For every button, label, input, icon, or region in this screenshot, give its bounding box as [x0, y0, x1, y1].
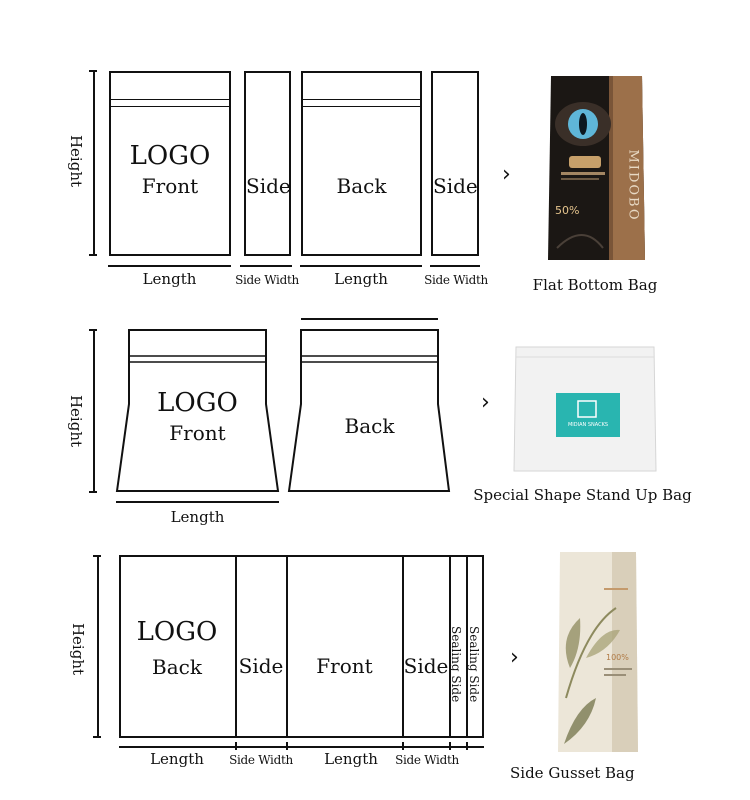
logo-text: LOGO — [129, 141, 211, 171]
arrow-icon: › — [502, 162, 511, 187]
front-label: Front — [141, 174, 199, 198]
back-label: Back — [336, 174, 387, 198]
height-dimension-line — [97, 556, 99, 737]
side-width-label: Side Width — [235, 273, 299, 287]
width-dimension-line — [119, 746, 484, 748]
side-gusset-bag-image — [556, 548, 640, 754]
product-percent: 50% — [555, 204, 580, 217]
panel-divider — [235, 556, 237, 737]
length-label: Length — [142, 270, 197, 288]
panel-divider — [286, 556, 288, 737]
dimension-tick — [449, 742, 451, 750]
side-label: Side — [403, 654, 449, 678]
front-label: Front — [316, 654, 373, 678]
length-label: Length — [334, 270, 388, 288]
length-label: Length — [324, 750, 378, 768]
dimension-tick — [466, 742, 468, 750]
front-label: Front — [169, 421, 226, 445]
side-label: Side — [238, 654, 284, 678]
height-label: Height — [69, 622, 87, 676]
sealing-side-label: Sealing Side — [449, 626, 463, 703]
flat-bottom-bag-caption: Flat Bottom Bag — [532, 276, 658, 294]
product-brand: MIDOBO — [625, 149, 641, 222]
back-label: Back — [344, 414, 395, 438]
sealing-side-label: Sealing Side — [467, 626, 481, 703]
side-label: Side — [246, 174, 291, 198]
dimension-tick — [402, 742, 404, 750]
panel-divider — [402, 556, 404, 737]
height-label: Height — [67, 394, 85, 448]
dimension-tick — [286, 742, 288, 750]
side-gusset-bag-caption: Side Gusset Bag — [510, 764, 635, 782]
height-label: Height — [67, 134, 85, 188]
arrow-icon: › — [481, 390, 490, 415]
height-tick-top — [93, 555, 101, 557]
side-width-label: Side Width — [229, 753, 293, 767]
length-label: Length — [150, 750, 204, 768]
side-width-label: Side Width — [395, 753, 459, 767]
height-tick-bottom — [93, 736, 101, 738]
stand-up-bag-image — [510, 345, 658, 473]
logo-text: LOGO — [157, 388, 238, 418]
arrow-icon: › — [510, 645, 519, 670]
dimension-tick — [235, 742, 237, 750]
product-percent: 100% — [606, 653, 629, 662]
back-label: Back — [152, 655, 202, 679]
side-width-label: Side Width — [424, 273, 488, 287]
logo-text: LOGO — [136, 617, 218, 647]
side-label: Side — [433, 174, 478, 198]
length-label: Length — [170, 508, 225, 526]
product-brand: MIDIAN SNACKS — [567, 422, 609, 428]
stand-up-bag-caption: Special Shape Stand Up Bag — [473, 486, 692, 504]
